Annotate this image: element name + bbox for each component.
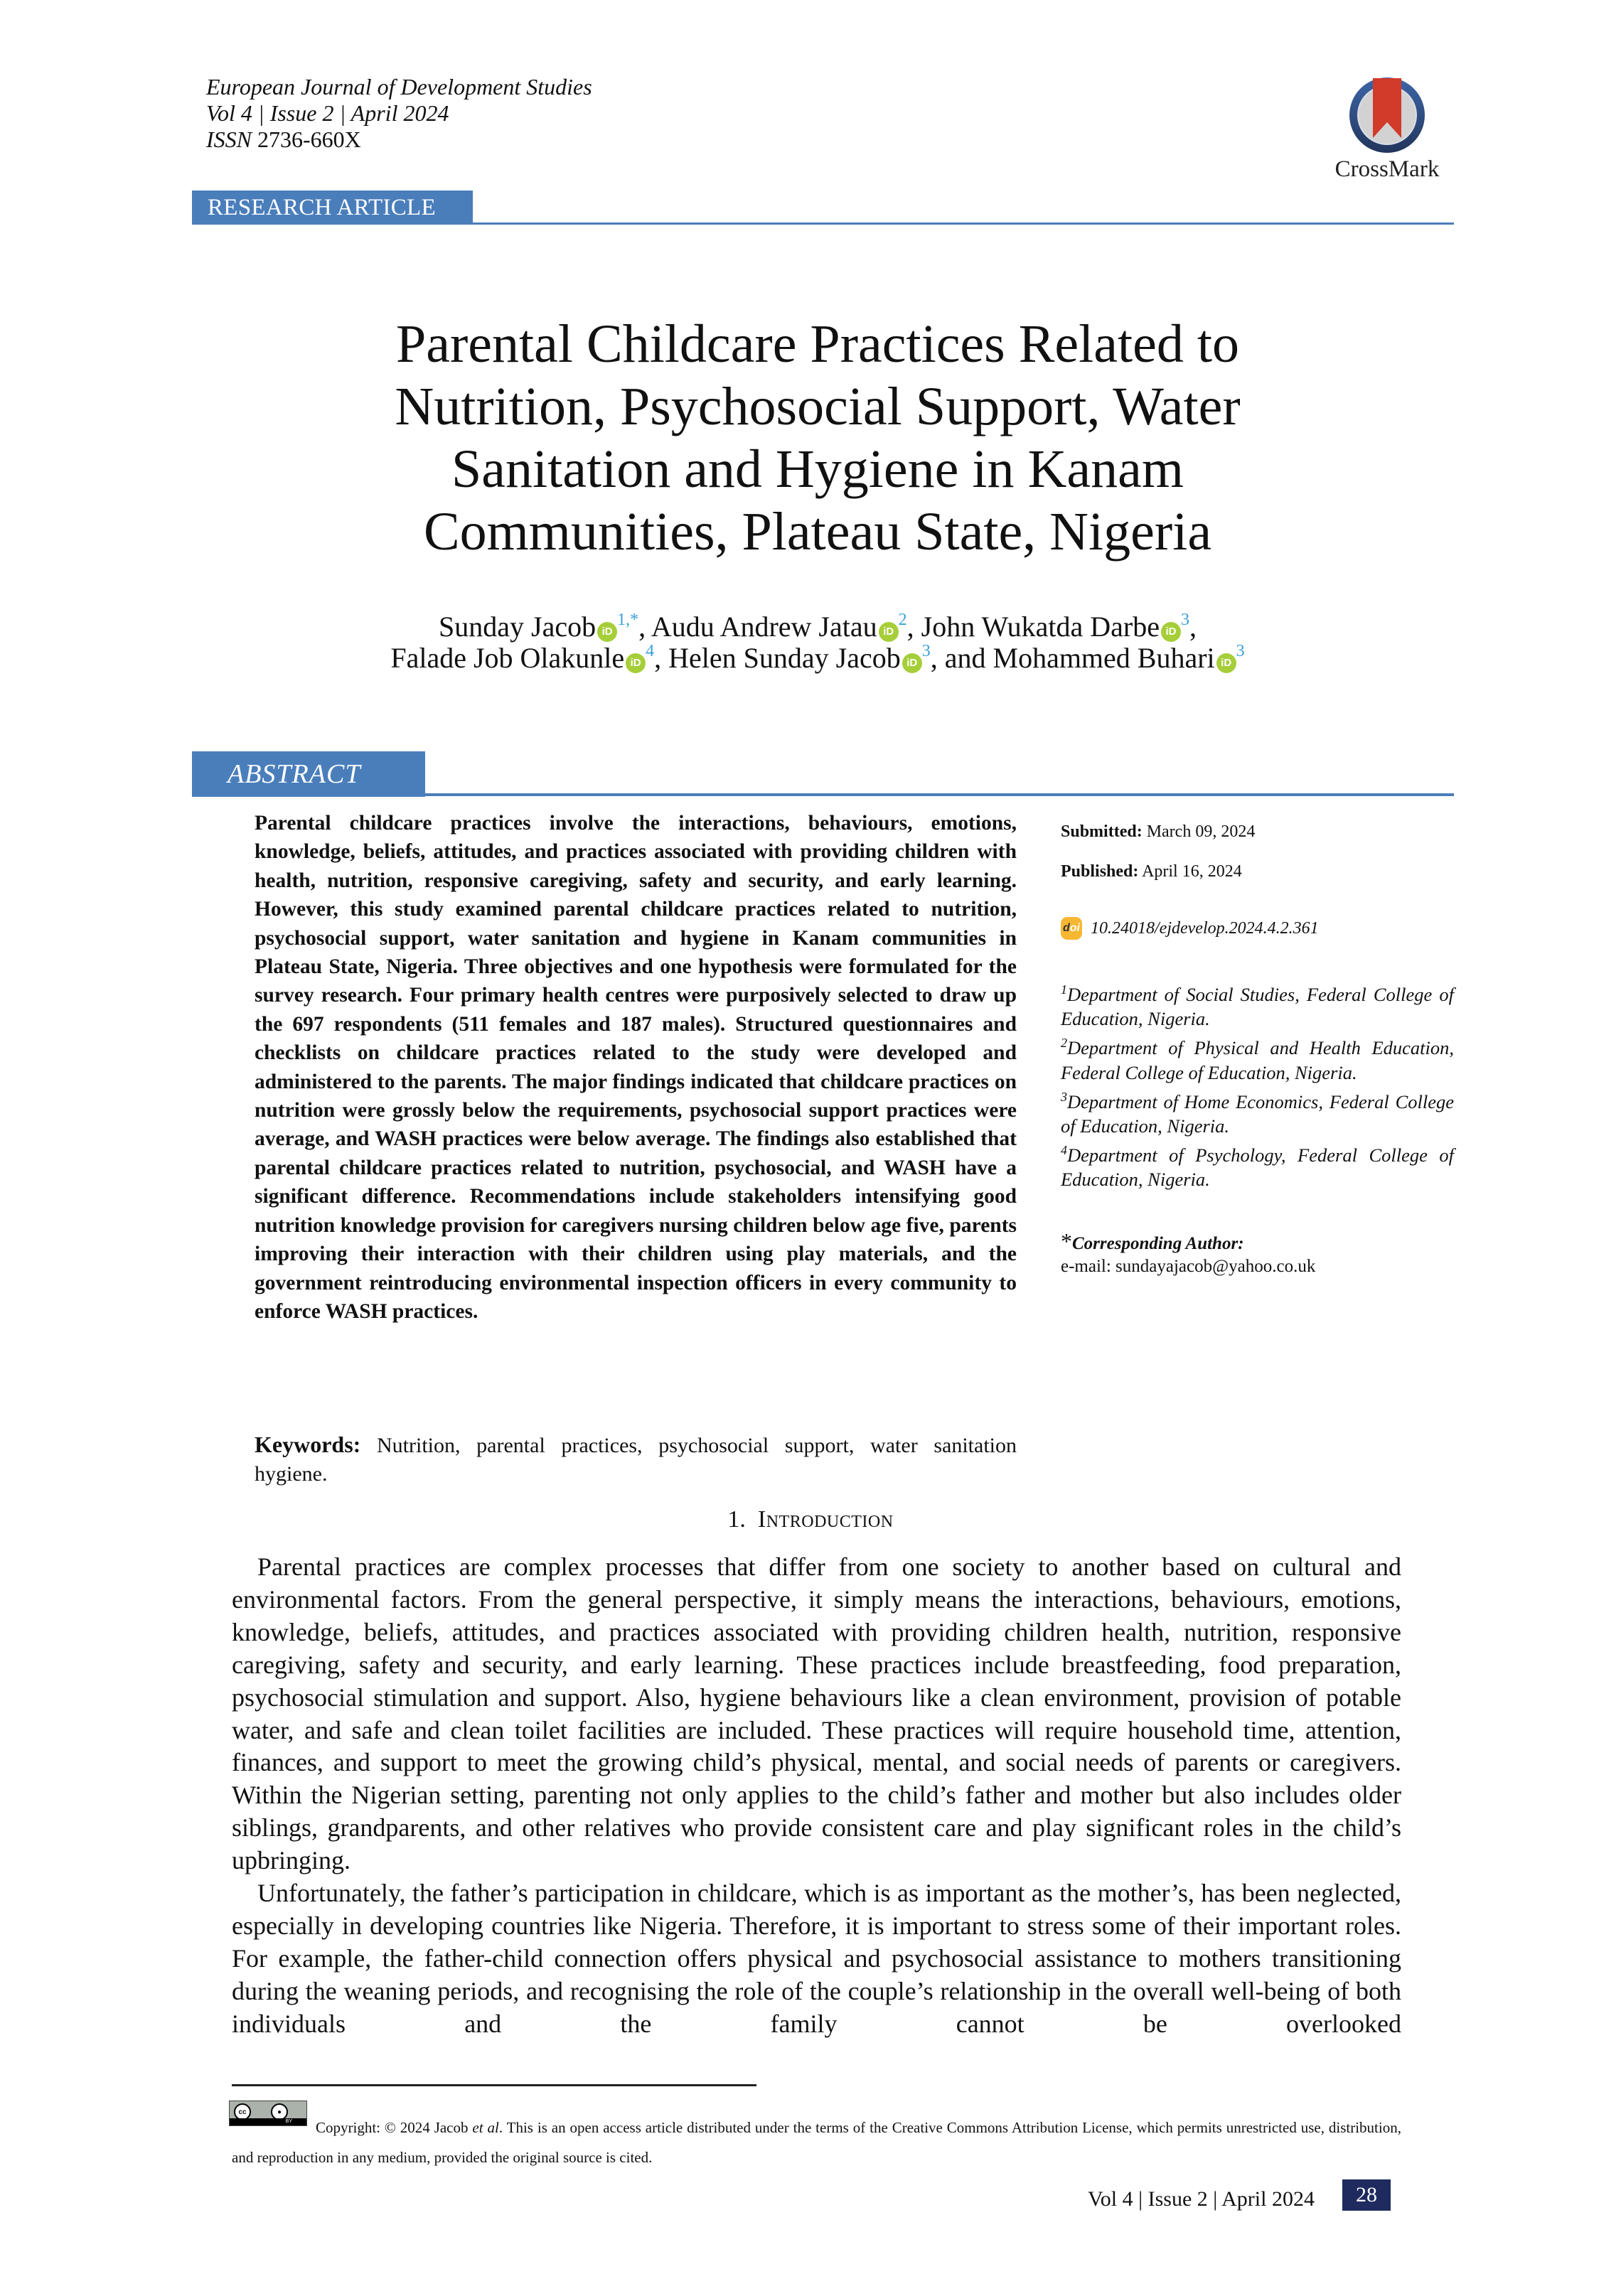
affiliation-number: 2	[1061, 1036, 1067, 1051]
footnote-divider	[232, 2084, 756, 2086]
author-separator: ,	[906, 611, 921, 643]
orcid-icon[interactable]: iD	[1216, 653, 1236, 673]
asterisk: *	[1061, 1228, 1072, 1254]
page-number: 28	[1342, 2179, 1391, 2211]
published-label: Published:	[1061, 862, 1139, 881]
keywords-label: Keywords:	[255, 1432, 361, 1457]
orcid-icon[interactable]: iD	[902, 653, 922, 673]
abstract-text: Parental childcare practices involve the interactions, behaviours, emotions, knowledge, beliefs, attitudes, and practices associated with providing children with health, nutrition, responsive caregiving, safety and security, and early learning. However, this study examined parental childcare practices related to nutrition, psychosocial support, water sanitation and hygiene in Kanam communities in Plateau State, Nigeria. Three objectives and one hypothesis were formulated for the survey research. Four primary health centres were purposively selected to draw up the 697 respondents (511 females and 187 males). Structured questionnaires and checklists on childcare practices related to the study were developed and administered to the parents. The major findings indicated that childcare practices on nutrition were grossly below the requirements, psychosocial support practices were average, and WASH practices were below average. The findings also established that parental childcare practices related to nutrition, psychosocial, and WASH have a significant difference. Recommendations include stakeholders intensifying good nutrition knowledge provision for caregivers nursing children below age five, parents improving their interaction with their children using play materials, and the government reintroducing environmental inspection officers in every community to enforce WASH practices.	[255, 812, 1017, 1323]
author-separator: ,	[654, 642, 669, 674]
paragraph: Parental practices are complex processes that differ from one society to another based on cultural and environmental factors. From the general perspective, it simply means the interactions, behaviours, emotions, knowledge, beliefs, attitudes, and practices associated with providing children health, nutrition, responsive caregiving, safety and security, and early learning. These practices include breastfeeding, food preparation, psychosocial stimulation and support. Also, hygiene behaviours like a clean environment, provision of potable water, and safe and clean toilet facilities are included. These practices will require household time, attention, finances, and support to meet the growing child’s physical, mental, and social needs of parents or caregivers. Within the Nigerian setting, parenting not only applies to the child’s father and mother but also includes older siblings, grandparents, and other relatives who provide consistent care and play significant roles in the child’s upbringing.	[232, 1552, 1401, 1875]
section-heading-introduction	[213, 1506, 1408, 1534]
section-number: 1.	[727, 1506, 746, 1533]
corresponding-heading	[1061, 1230, 1454, 1255]
affiliation-number: 3	[1236, 642, 1245, 660]
abstract-heading: ABSTRACT	[192, 751, 425, 797]
crossmark-bookmark-icon	[1334, 74, 1440, 156]
journal-name: European Journal of Development Studies	[206, 74, 592, 100]
corresponding-label: Corresponding Author:	[1072, 1234, 1244, 1253]
issn-number: 2736-660X	[257, 127, 361, 152]
affiliation-number: 4	[646, 642, 655, 660]
doi-icon-oi: oi	[1069, 922, 1080, 934]
journal-header	[206, 74, 592, 153]
corresponding-email[interactable]: e-mail: sundayajacob@yahoo.co.uk	[1061, 1257, 1316, 1276]
author-name: Falade Job Olakunle	[390, 642, 625, 674]
issn-label: ISSN	[206, 127, 252, 152]
by-label: BY	[285, 2119, 292, 2124]
author-line	[213, 643, 1422, 674]
author-name: John Wukatda Darbe	[921, 611, 1160, 643]
copyright-etal: et al	[472, 2119, 499, 2136]
introduction-body	[232, 1551, 1401, 2041]
keywords	[255, 1430, 1017, 1488]
section-title: Introduction	[757, 1506, 894, 1533]
affiliation-number: 4	[1061, 1143, 1067, 1158]
author-separator: , and	[930, 642, 993, 674]
affiliation-number: 1	[1061, 982, 1067, 997]
orcid-icon[interactable]: iD	[626, 653, 646, 673]
header-divider	[192, 222, 1454, 225]
affiliation-text: Department of Home Economics, Federal College of Education, Nigeria.	[1061, 1090, 1454, 1137]
journal-issn	[206, 127, 592, 153]
title-line: Communities, Plateau State, Nigeria	[423, 502, 1212, 562]
affiliation-item	[1061, 1085, 1454, 1138]
cc-icon: cc	[234, 2103, 251, 2120]
author-separator: ,	[1189, 611, 1197, 643]
doi-icon	[1061, 917, 1082, 940]
doi-link[interactable]	[1061, 917, 1454, 940]
orcid-icon[interactable]: iD	[597, 622, 617, 642]
copyright-notice	[232, 2113, 1401, 2172]
affiliation-number: 1,*	[617, 611, 639, 629]
copyright-suffix: . This is an open access article distributed under the terms of the Creative Commons Attribution License, which permits unrestricted use, distribution, and reproduction in any medium, provided the original source is cited.	[232, 2119, 1401, 2166]
doi-text[interactable]: 10.24018/ejdevelop.2024.4.2.361	[1091, 918, 1319, 938]
affiliation-number: 3	[1061, 1089, 1067, 1104]
title-line: Nutrition, Psychosocial Support, Water	[395, 377, 1241, 436]
copyright-prefix: Copyright: © 2024 Jacob	[316, 2119, 473, 2136]
paragraph: Unfortunately, the father’s participation in childcare, which is as important as the mother’s, has been neglected, especially in developing countries like Nigeria. Therefore, it is important to stress some of their important roles. For example, the father-child connection offers physical and psychosocial assistance to mothers transitioning during the weaning periods, and recognising the role of the couple’s relationship in the overall well-being of both individuals and the family cannot be overlooked	[232, 1879, 1401, 2038]
page-footer-issue: Vol 4 | Issue 2 | April 2024	[1088, 2187, 1315, 2211]
submitted-label: Submitted:	[1061, 822, 1143, 841]
published-value: April 16, 2024	[1142, 862, 1242, 881]
article-title	[213, 313, 1422, 563]
doi-icon-d: d	[1063, 922, 1070, 934]
affiliation-number: 2	[898, 611, 907, 629]
article-dates	[1061, 821, 1454, 901]
affiliation-item	[1061, 1031, 1454, 1084]
article-type-label: RESEARCH ARTICLE	[192, 191, 473, 225]
orcid-icon[interactable]: iD	[879, 622, 899, 642]
affiliation-text: Department of Psychology, Federal College of Education, Nigeria.	[1061, 1144, 1454, 1191]
attribution-person-icon: ●	[271, 2103, 288, 2120]
author-name: Sunday Jacob	[439, 611, 596, 643]
published-date	[1061, 861, 1454, 882]
title-line: Sanitation and Hygiene in Kanam	[451, 439, 1184, 499]
affiliation-number: 3	[921, 642, 931, 660]
author-line	[213, 611, 1422, 643]
affiliation-item	[1061, 977, 1454, 1031]
author-list	[213, 611, 1422, 674]
abstract-divider	[425, 793, 1454, 796]
author-separator: ,	[638, 611, 651, 643]
submitted-value: March 09, 2024	[1146, 822, 1256, 841]
affiliations	[1061, 977, 1454, 1192]
journal-issue: Vol 4 | Issue 2 | April 2024	[206, 100, 449, 126]
affiliation-item	[1061, 1138, 1454, 1191]
orcid-icon[interactable]: iD	[1161, 622, 1181, 642]
affiliation-number: 3	[1180, 611, 1189, 629]
submitted-date	[1061, 821, 1454, 842]
author-name: Helen Sunday Jacob	[668, 642, 901, 674]
crossmark-badge[interactable]	[1334, 74, 1440, 188]
crossmark-label: CrossMark	[1334, 156, 1440, 182]
author-name: Audu Andrew Jatau	[651, 611, 877, 643]
affiliation-text: Department of Social Studies, Federal College of Education, Nigeria.	[1061, 983, 1454, 1030]
corresponding-author	[1061, 1230, 1454, 1278]
author-name: Mohammed Buhari	[993, 642, 1215, 674]
affiliation-text: Department of Physical and Health Education, Federal College of Education, Nigeria.	[1061, 1037, 1454, 1083]
keywords-text: Nutrition, parental practices, psychosocial support, water sanitation hygiene.	[255, 1434, 1017, 1486]
title-line: Parental Childcare Practices Related to	[396, 314, 1239, 374]
